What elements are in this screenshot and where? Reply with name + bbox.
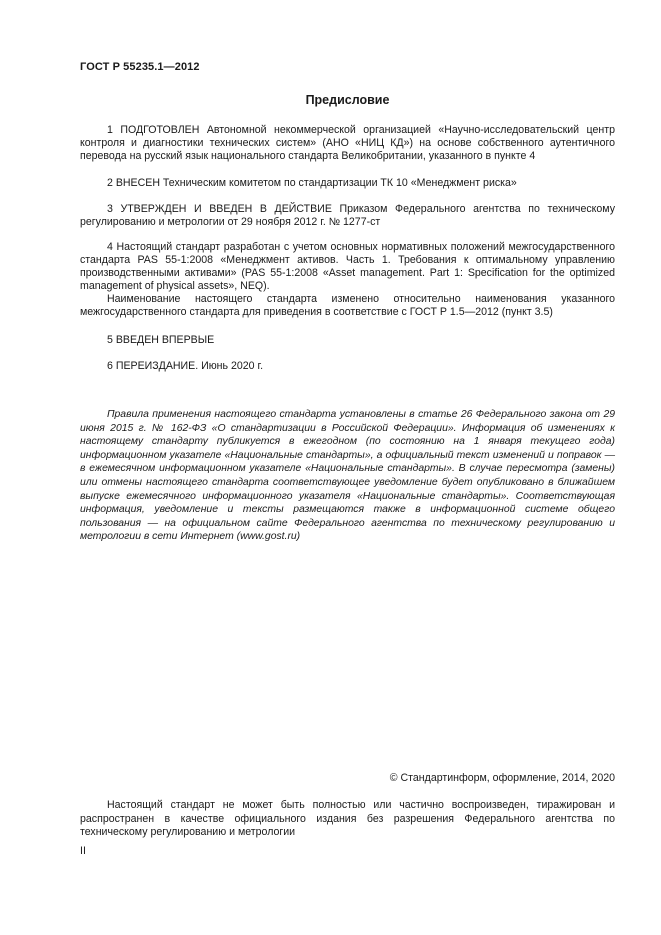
preface-paragraph: 6 ПЕРЕИЗДАНИЕ. Июнь 2020 г. [107,360,264,372]
preface-paragraph: Наименование настоящего стандарта изменено относительно наименования указанного межгосударственного стандарта для приведения в соответствие с ГОСТ Р 1.5—2012 (пункт 3.5) [80,293,615,319]
preface-item-6 [80,360,615,373]
preface-paragraph: 2 ВНЕСЕН Техническим комитетом по стандартизации ТК 10 «Менеджмент риска» [107,177,517,189]
page-title: Предисловие [305,93,390,107]
preface-paragraph: 4 Настоящий стандарт разработан с учетом основных нормативных положений межгосударственного стандарта PAS 55-1:2008 «Менеджмент активов. Часть 1. Требования к оптимальному управлению производственными активами» (PAS 55-1:2008 «Asset management. Part 1: Specification for the optimized management of physical assets», NEQ). [80,241,615,293]
rules-notice: Правила применения настоящего стандарта установлены в статье 26 Федерального закона от 29 июня 2015 г. № 162-ФЗ «О стандартизации в Российской Федерации». Информация об изменениях к настоящему стандарту публикуется в ежегодном (по состоянию на 1 января текущего года) информационном указателе «Национальные стандарты», а официальный текст изменений и поправок — в ежемесячном информационном указателе «Национальные стандарты». В случае пересмотра (замены) или отмены настоящего стандарта соответствующее уведомление будет опубликовано в ближайшем выпуске ежемесячного информационного указателя «Национальные стандарты». Соответствующая информация, уведомление и тексты размещаются также в информационной системе общего пользования — на официальном сайте Федерального агентства по техническому регулированию и метрологии в сети Интернет (www.gost.ru) [80,409,615,543]
preface-paragraph: 5 ВВЕДЕН ВПЕРВЫЕ [107,334,215,346]
preface-item-3 [80,203,615,229]
copyright-line: © Стандартинформ, оформление, 2014, 2020 [389,772,615,784]
page-number: II [80,845,86,857]
preface-item-4 [80,241,615,320]
preface-paragraph: 3 УТВЕРЖДЕН И ВВЕДЕН В ДЕЙСТВИЕ Приказом Федерального агентства по техническому регулированию и метрологии от 29 ноября 2012 г. № 1277-ст [80,203,615,229]
preface-item-2 [80,177,615,190]
reproduction-notice: Настоящий стандарт не может быть полностью или частично воспроизведен, тиражирован и распространен в качестве официального издания без разрешения Федерального агентства по техническому регулированию и метрологии [80,799,615,839]
standard-code: ГОСТ Р 55235.1—2012 [80,61,200,73]
preface-paragraph: 1 ПОДГОТОВЛЕН Автономной некоммерческой организацией «Научно-исследовательский центр контроля и диагностики технических систем» (АНО «НИЦ КД») на основе собственного аутентичного перевода на русский язык национального стандарта Великобритании, указанного в пункте 4 [80,124,615,163]
preface-item-1 [80,124,615,163]
preface-item-5 [80,334,615,347]
